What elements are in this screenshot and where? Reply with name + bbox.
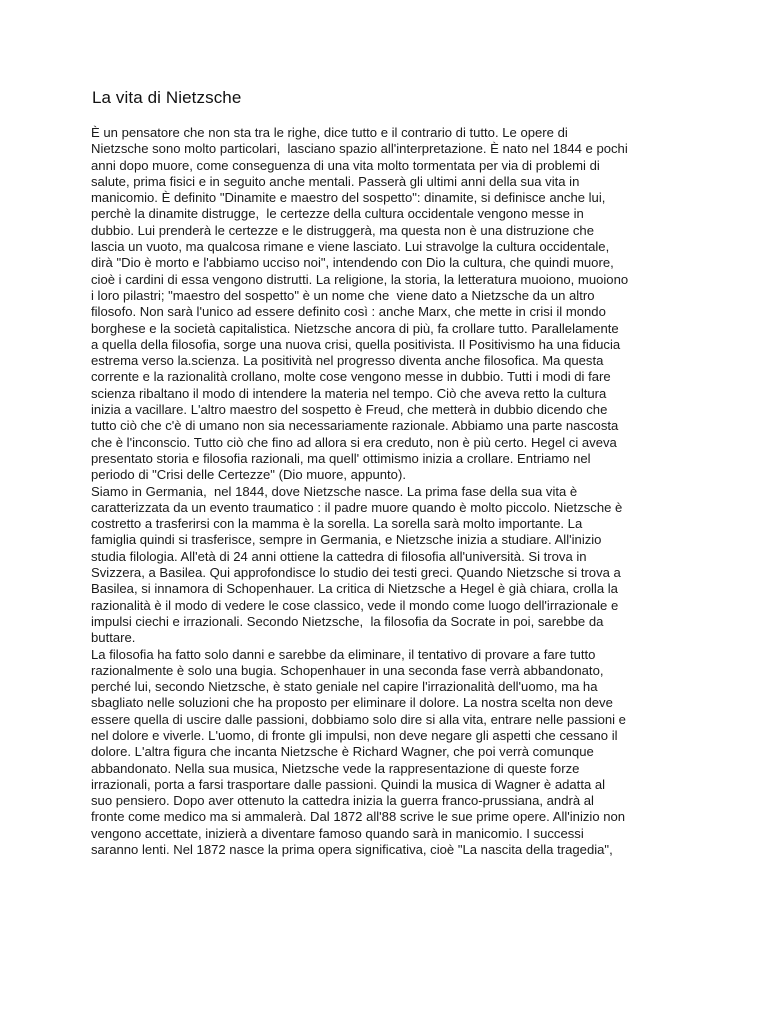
text-line: anni dopo muore, come conseguenza di una vita molto tormentata per via di problemi di (91, 157, 600, 173)
text-line: fronte come medico ma si ammalerà. Dal 1872 all'88 scrive le sue prime opere. All'inizio non (91, 809, 626, 825)
text-line: essere quella di uscire dalle passioni, dobbiamo solo dire si alla vita, entrare nelle passioni e (91, 711, 626, 727)
text-line: lascia un vuoto, ma qualcosa rimane e viene lasciato. Lui stravolge la cultura occidentale, (91, 239, 610, 255)
text-line: suo pensiero. Dopo aver ottenuto la cattedra inizia la guerra franco-prussiana, andrà al (91, 793, 594, 809)
text-line: i loro pilastri; "maestro del sospetto" è un nome che viene dato a Nietzsche da un altro (91, 287, 595, 303)
text-line: razionalità è il modo di vedere le cose classico, vede il mondo come luogo dell'irrazionale e (91, 597, 619, 613)
text-line: cioè i cardini di essa vengono distrutti. La religione, la storia, la letteratura muoiono, muoiono (91, 271, 629, 287)
text-line: vengono accettate, inizierà a diventare famoso quando sarà in manicomio. I successi (91, 825, 584, 841)
document-title: La vita di Nietzsche (92, 88, 242, 107)
text-line: La filosofia ha fatto solo danni e sarebbe da eliminare, il tentativo di provare a fare tutto (91, 646, 596, 662)
text-line: saranno lenti. Nel 1872 nasce la prima opera significativa, cioè "La nascita della tragedia", (91, 842, 613, 858)
text-line: irrazionali, porta a farsi trasportare dalle passioni. Quindi la musica di Wagner è adatta al (91, 776, 606, 792)
text-line: perché lui, secondo Nietzsche, è stato geniale nel capire l'irrazionalità dell'uomo, ma ha (91, 679, 598, 695)
text-line: salute, prima fisici e in seguito anche mentali. Passerà gli ultimi anni della sua vita in (91, 173, 580, 189)
text-line: famiglia quindi si trasferisce, sempre in Germania, e Nietzsche inizia a studiare. All'inizio (91, 532, 602, 548)
document-body (91, 125, 691, 858)
text-line: nel dolore e viverle. L'uomo, di fronte gli impulsi, non deve negare gli aspetti che cessano il (91, 727, 618, 743)
text-line: Basilea, si innamora di Schopenhauer. La critica di Nietzsche a Hegel è già chiara, crolla la (91, 581, 618, 597)
text-line: costretto a trasferirsi con la mamma è la sorella. La sorella sarà molto importante. La (91, 516, 583, 532)
text-line: impulsi ciechi e irrazionali. Secondo Nietzsche, la filosofia da Socrate in poi, sarebbe da (91, 613, 604, 629)
text-line: a quella della filosofia, sorge una nuova crisi, quella positivista. Il Positivismo ha una fiducia (91, 336, 621, 352)
text-line: periodo di "Crisi delle Certezze" (Dio muore, appunto). (91, 467, 406, 483)
text-line: Svizzera, a Basilea. Qui approfondisce lo studio dei testi greci. Quando Nietzsche si trova a (91, 565, 621, 581)
text-line: presentato storia e filosofia razionali, ma quell' ottimismo inizia a crollare. Entriamo nel (91, 450, 591, 466)
text-line: Nietzsche sono molto particolari, lasciano spazio all'interpretazione. È nato nel 1844 e pochi (91, 141, 628, 157)
text-line: inizia a vacillare. L'altro maestro del sospetto è Freud, che metterà in dubbio dicendo che (91, 402, 608, 418)
text-line: corrente e la razionalità crollano, molte cose vengono messe in dubbio. Tutti i modi di fare (91, 369, 611, 385)
text-line: tutto ciò che c'è di umano non sia necessariamente razionale. Abbiamo una parte nascosta (91, 418, 619, 434)
text-line: borghese e la società capitalistica. Nietzsche ancora di più, fa crollare tutto. Parallelamente (91, 320, 619, 336)
text-line: dirà "Dio è morto e l'abbiamo ucciso noi", intendendo con Dio la cultura, che quindi muore, (91, 255, 614, 271)
text-line: manicomio. È definito "Dinamite e maestro del sospetto": dinamite, si definisce anche lui, (91, 190, 606, 206)
text-line: filosofo. Non sarà l'unico ad essere definito così : anche Marx, che mette in crisi il mondo (91, 304, 606, 320)
text-line: dubbio. Lui prenderà le certezze e le distruggerà, ma questa non è una distruzione che (91, 222, 594, 238)
text-line: razionalmente è solo una bugia. Schopenhauer in una seconda fase verrà abbandonato, (91, 662, 604, 678)
text-line: estrema verso la.scienza. La positività nel progresso diventa anche filosofica. Ma questa (91, 353, 604, 369)
text-line: studia filologia. All'età di 24 anni ottiene la cattedra di filosofia all'università. Si trova in (91, 548, 587, 564)
text-line: Siamo in Germania, nel 1844, dove Nietzsche nasce. La prima fase della sua vita è (91, 483, 578, 499)
text-line: sbagliato nelle soluzioni che ha proposto per eliminare il dolore. La nostra scelta non deve (91, 695, 613, 711)
text-line: dolore. L'altra figura che incanta Nietzsche è Richard Wagner, che poi verrà comunque (91, 744, 594, 760)
text-line: abbandonato. Nella sua musica, Nietzsche vede la rappresentazione di queste forze (91, 760, 580, 776)
text-line: buttare. (91, 630, 136, 646)
text-line: caratterizzata da un evento traumatico : il padre muore quando è molto piccolo. Nietzsche è (91, 499, 623, 515)
text-line: che è l'inconscio. Tutto ciò che fino ad allora si era creduto, non è più certo. Hegel ci aveva (91, 434, 617, 450)
text-line: scienza ribaltano il modo di intendere la materia nel tempo. Ciò che aveva retto la cultura (91, 385, 607, 401)
text-line: È un pensatore che non sta tra le righe, dice tutto e il contrario di tutto. Le opere di (91, 125, 568, 140)
text-line: perchè la dinamite distrugge, le certezze della cultura occidentale vengono messe in (91, 206, 584, 222)
